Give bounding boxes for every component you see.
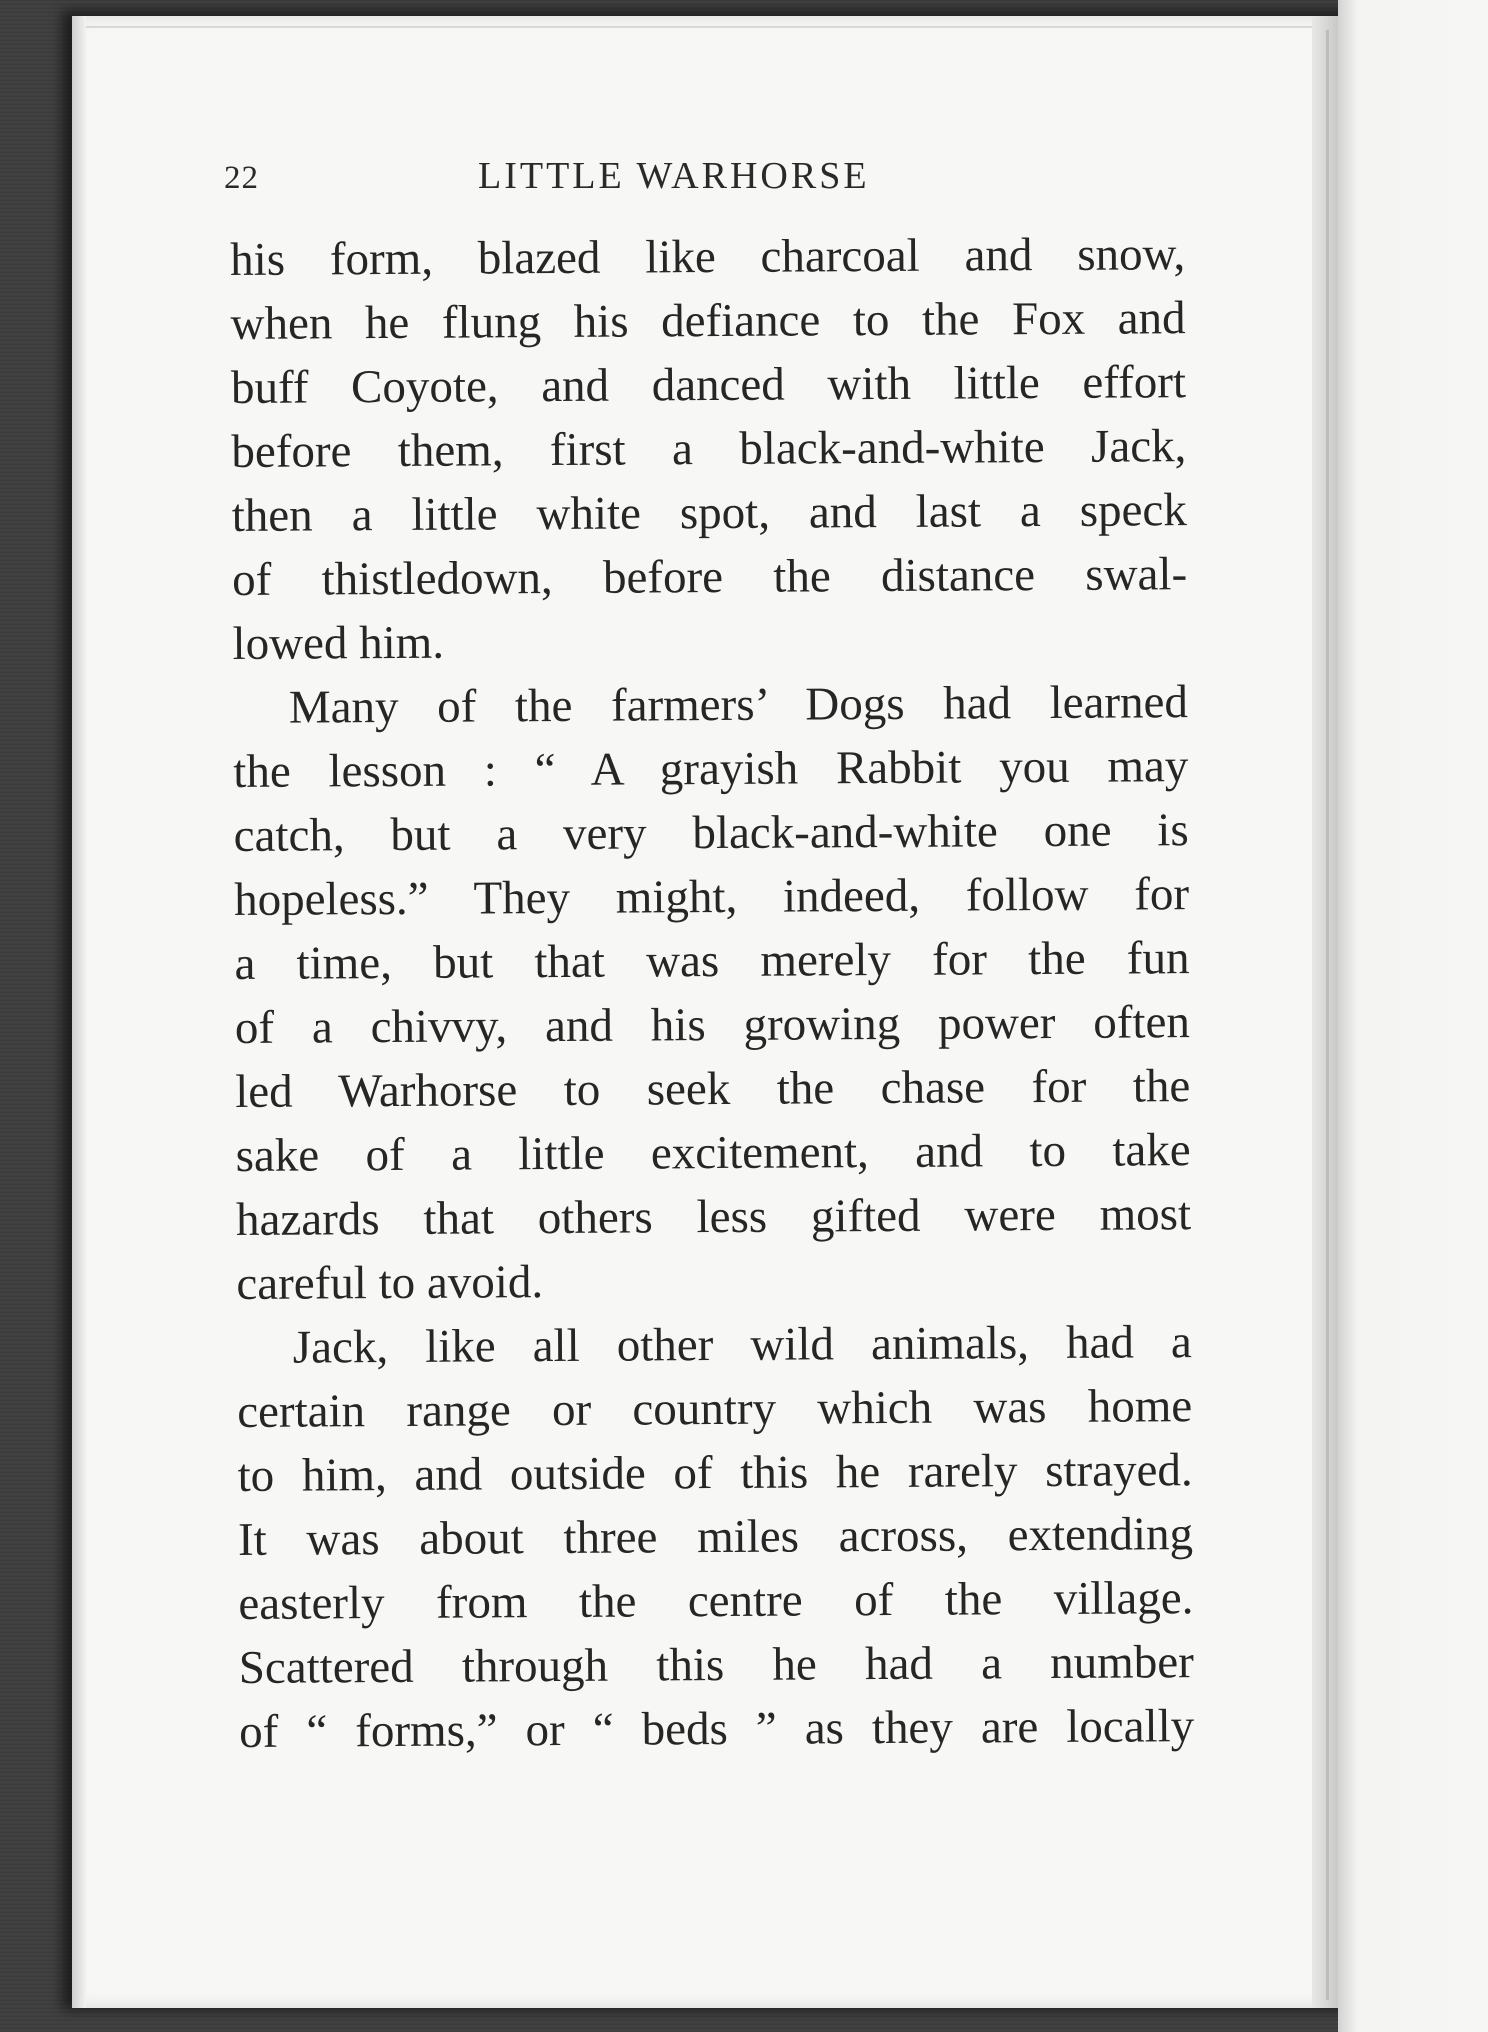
paragraph-3 <box>237 1310 1195 1764</box>
text-line: of “ forms,” or “ beds ” as they are locally <box>239 1700 1195 1758</box>
text-line: It was about three miles across, extending <box>237 1508 1194 1566</box>
gutter-line <box>1326 30 1329 2000</box>
book-title: LITTLE WARHORSE <box>478 155 870 197</box>
text-line: a time, but that was merely for the fun <box>234 932 1190 990</box>
page-number: 22 <box>224 160 259 196</box>
text-line: Jack, like all other wild animals, had a <box>292 1316 1192 1374</box>
paragraph-2 <box>233 670 1192 1316</box>
text-line: catch, but a very black-and-white one is <box>233 804 1189 862</box>
text-line: hopeless.” They might, indeed, follow for <box>233 868 1190 926</box>
text-line: of a chivvy, and his growing power often <box>234 996 1191 1054</box>
paragraph-1 <box>230 222 1188 676</box>
text-line: buff Coyote, and danced with little effort <box>230 356 1187 414</box>
body-text <box>230 222 1194 1764</box>
page-top-edge <box>86 26 1326 28</box>
page-gutter <box>1312 16 1338 2008</box>
text-line: hazards that others less gifted were most <box>235 1188 1192 1246</box>
text-line: the lesson : “ A grayish Rabbit you may <box>233 740 1189 798</box>
text-line: his form, blazed like charcoal and snow, <box>230 228 1186 286</box>
running-head <box>220 148 920 208</box>
text-line: certain range or country which was home <box>237 1380 1193 1438</box>
text-line: when he flung his defiance to the Fox and <box>230 292 1186 350</box>
text-line: Scattered through this he had a number <box>238 1636 1194 1694</box>
page-left-edge <box>72 16 86 2008</box>
text-line: before them, first a black-and-white Jack, <box>231 420 1187 478</box>
text-line: careful to avoid. <box>236 1256 544 1310</box>
text-line: easterly from the centre of the village. <box>238 1572 1194 1630</box>
facing-page-edge <box>1338 0 1488 2032</box>
text-line: of thistledown, before the distance swal- <box>231 548 1188 606</box>
text-line: lowed him. <box>232 616 445 670</box>
text-line: to him, and outside of this he rarely strayed. <box>237 1444 1193 1502</box>
text-line: sake of a little excitement, and to take <box>235 1124 1191 1182</box>
text-line: then a little white spot, and last a speck <box>231 484 1187 542</box>
text-line: led Warhorse to seek the chase for the <box>235 1060 1191 1118</box>
text-line: Many of the farmers’ Dogs had learned <box>288 676 1189 734</box>
